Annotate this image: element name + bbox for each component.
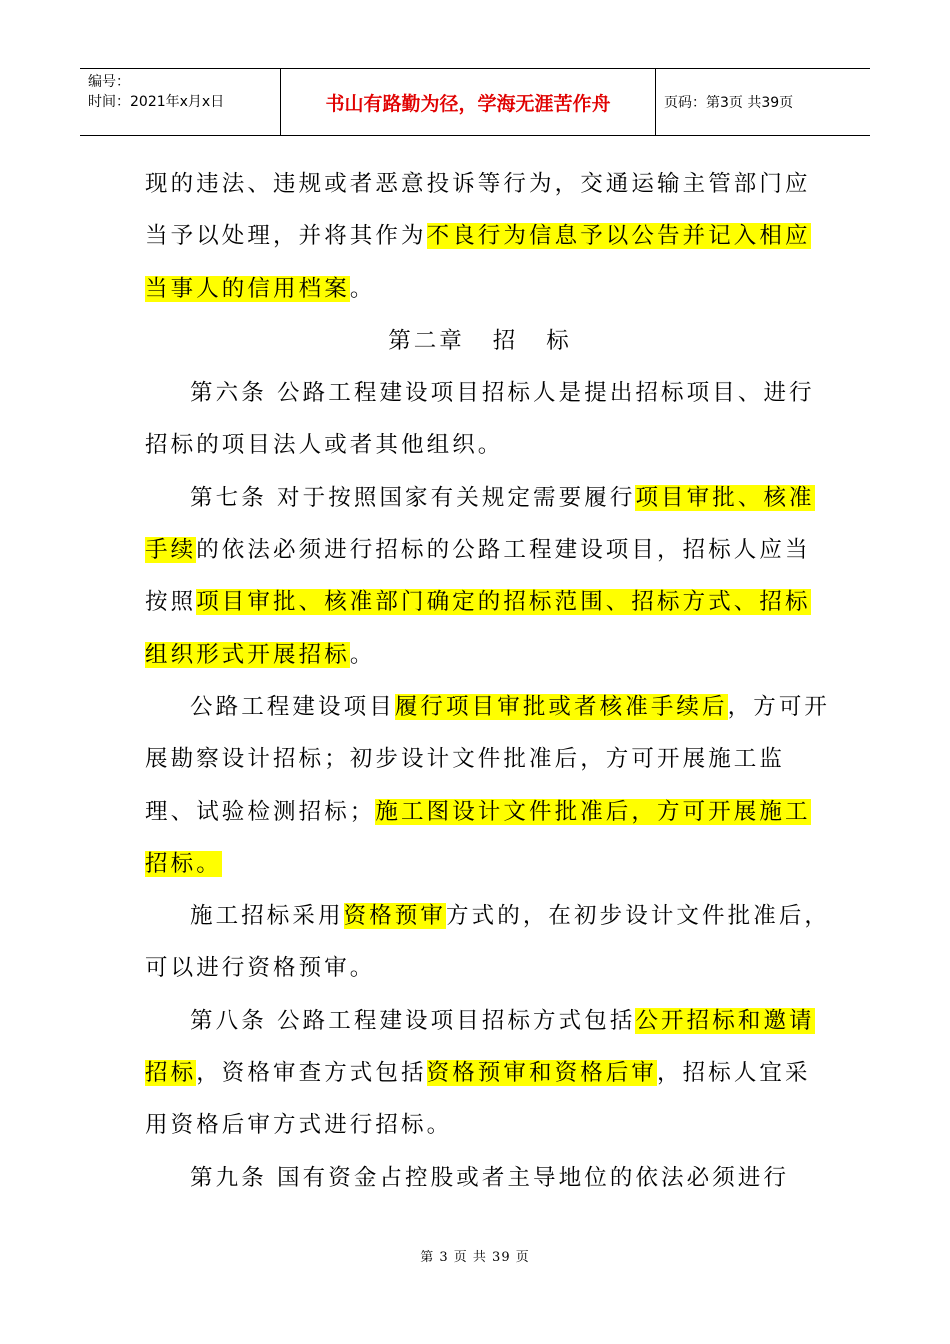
paragraph-continuation [145,158,835,315]
text-run: 第七条 对于按照国家有关规定需要履行 [190,484,636,511]
number-label: 编号： [88,74,130,90]
document-body [145,158,835,1204]
highlighted-text: 公开招标和邀请招标 [145,1007,815,1087]
text-run: 公路工程建设项目 [190,693,395,720]
chapter-title-char: 标 [546,327,572,354]
highlighted-text: 施工图设计文件批准后，方可开展施工招标。 [145,798,811,877]
motto-text: 书山有路勤为径，学海无涯苦作舟 [325,92,611,115]
text-run: 第八条 公路工程建设项目招标方式包括 [190,1007,636,1034]
text-run: 。 [349,641,376,668]
time-label: 时间：2021年x月x日 [88,94,225,110]
highlighted-text: 资格预审和资格后审 [426,1060,658,1087]
text-run: 。 [349,275,376,302]
text-run: ，方可开展勘察设计招标；初步设计文件批准后，方可开展施工监理、试验检测招标； [145,693,831,825]
page-header [80,68,870,136]
article-8 [145,995,835,1152]
header-page-cell [656,69,870,135]
chapter-number: 第二章 [388,327,465,354]
article-7 [145,472,835,681]
text-run: ，资格审查方式包括 [196,1060,427,1087]
text-run: 现的违法、违规或者恶意投诉等行为，交通运输主管部门应当予以处理，并将其作为 [145,171,811,250]
text-run: 的依法必须进行招标的公路工程建设项目，招标人应当按照 [145,537,811,616]
chapter-title-char: 招 [492,327,519,354]
page-number-label: 页码：第3页 共39页 [664,95,794,111]
article-9: 第九条 国有资金占控股或者主导地位的依法必须进行 [190,1164,790,1191]
header-meta-cell [80,69,281,135]
highlighted-text: 履行项目审批或者核准手续后 [394,693,728,720]
highlighted-text: 资格预审 [343,903,447,930]
text-run: ，招标人宜采用资格后审方式进行招标。 [145,1060,811,1139]
article-6: 第六条 公路工程建设项目招标人是提出招标项目、进行招标的项目法人或者其他组织。 [145,380,815,459]
article-7-para-3 [145,890,835,995]
article-7-para-2 [145,681,835,890]
page-footer: 第 3 页 共 39 页 [420,1250,530,1265]
text-run: 施工招标采用 [190,903,344,930]
header-motto-cell [281,69,656,135]
chapter-heading [145,315,835,367]
highlighted-text: 项目审批、核准部门确定的招标范围、招标方式、招标组织形式开展招标 [145,589,811,668]
text-run: 方式的，在初步设计文件批准后，可以进行资格预审。 [145,903,831,982]
highlighted-text: 不良行为信息予以公告并记入相应当事人的信用档案 [145,223,811,302]
highlighted-text: 项目审批、核准手续 [145,484,815,564]
